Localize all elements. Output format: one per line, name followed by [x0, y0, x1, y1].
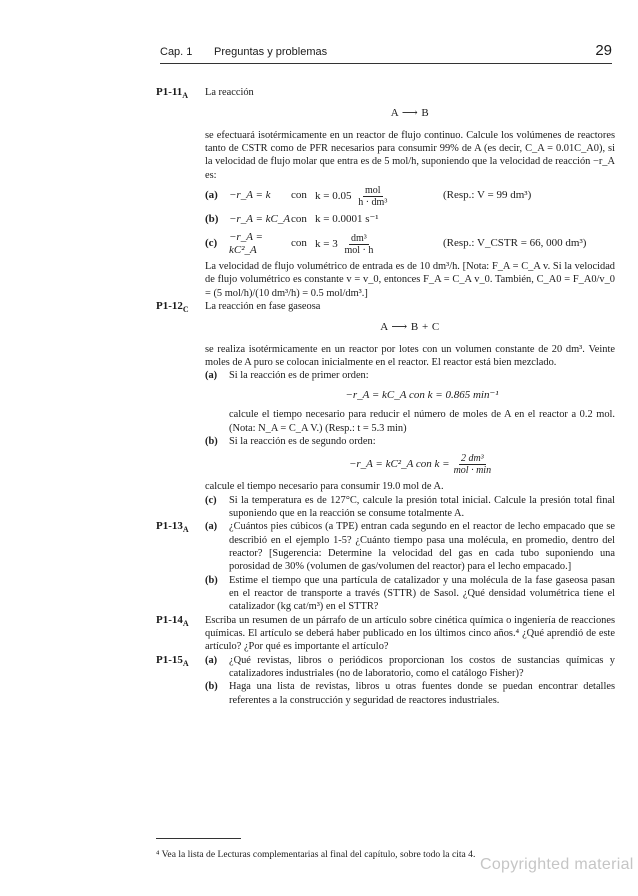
answer-note: (Resp.: V_CSTR = 66, 000 dm³)	[443, 237, 587, 250]
problem-label: $P1-12_C$	[156, 300, 189, 315]
item-label: (a)	[205, 189, 218, 202]
item-label: (b)	[205, 574, 218, 586]
part-a	[205, 520, 615, 573]
item-label: (b)	[205, 681, 218, 693]
problem-label: $P1-15_A$	[156, 653, 189, 668]
equation-a	[205, 182, 615, 210]
chapter-label: Cap. 1	[160, 46, 193, 58]
problem-p1-14	[0, 614, 638, 654]
problem-intro: La reacción	[205, 87, 254, 98]
part-text: Si la temperatura es de 127°C, calcule la presión total inicial. Calcule la presión total final suponiendo que en la reacción se consume totalmente A.	[229, 494, 615, 519]
equation-c	[205, 230, 615, 258]
rate-law: −r_A = kC²_A	[229, 230, 263, 257]
watermark: Copyrighted material	[480, 856, 634, 873]
part-text: Estime el tiempo que una partícula de catalizador y una molécula de la fase gaseosa pasan en el reactor de transporte a través (STTR) de Sasol. ¿Qué densidad volumétrica tiene el catalizador (kg cat/m³) en el STTR?	[229, 574, 615, 613]
part-b	[205, 680, 615, 707]
rate-equation: −r_A = kC_A con k = 0.865 min⁻¹	[345, 388, 499, 401]
equation-b	[205, 210, 615, 230]
part-b	[205, 435, 615, 448]
problem-intro: La reacción en fase gaseosa	[205, 301, 321, 313]
header-rule	[160, 63, 612, 64]
item-label: (a)	[205, 654, 218, 666]
problem-p1-15	[0, 654, 638, 707]
item-label: (c)	[205, 237, 218, 250]
part-c	[205, 494, 615, 521]
page-body	[0, 86, 638, 707]
rate-law: −r_A = k	[229, 189, 271, 202]
rate-constant: k = 0.0001 s⁻¹	[315, 213, 379, 226]
problem-label: $P1-14_A$	[156, 613, 189, 628]
reaction-equation: A ⟶ B	[390, 107, 430, 120]
part-text: ¿Qué revistas, libros o periódicos proporcionan los costos de sustancias químicas y catalizadores industriales (no de laboratorio, como el catálogo Fisher)?	[229, 654, 615, 679]
con-word: con	[291, 189, 307, 202]
con-word: con	[291, 213, 307, 226]
units-fraction: $\frac{\text{2 dm³}}{\text{mol · min}}$	[453, 452, 492, 476]
part-text: Haga una lista de revistas, libros u otras fuentes donde se puedan encontrar detalles referentes a la construcción y seguridad de reactores industriales.	[229, 681, 615, 706]
page-number: 29	[595, 42, 612, 59]
part-text: calcule el tiempo necesario para consumir 19.0 mol de A.	[205, 481, 444, 493]
problem-label: $P1-11_A$	[156, 86, 189, 101]
problem-p1-13	[0, 520, 638, 613]
section-title: Preguntas y problemas	[214, 46, 328, 58]
problem-label: $P1-13_A$	[156, 520, 189, 535]
answer-note: (Resp.: V = 99 dm³)	[443, 189, 532, 202]
footnote-rule	[156, 838, 241, 839]
rate-constant: k = 3 $\frac{\text{dm³}}{\text{mol · h}}$	[315, 232, 374, 256]
reaction-equation: A ⟶ B + C	[380, 321, 440, 334]
part-text: calcule el tiempo necesario para reducir el número de moles de A en el reactor a 0.2 mol. (Nota: N_A = C_A V.) (Resp.: t = 5.3 min)	[229, 409, 615, 434]
item-label: (a)	[205, 521, 218, 533]
footnote: ⁴ Vea la lista de Lecturas complementarias al final del capítulo, sobre todo la cita 4.	[156, 849, 476, 860]
part-b	[205, 574, 615, 614]
part-text: Si la reacción es de segundo orden:	[229, 435, 376, 447]
item-label: (b)	[205, 213, 219, 226]
problem-p1-12	[0, 300, 638, 520]
part-a	[205, 654, 615, 681]
problem-text: se efectuará isotérmicamente en un reactor de flujo continuo. Calcule los volúmenes de reactores tanto de CSTR como de PFR necesarios para consumir 99% de A (es decir, C_A = 0.01C_A0), si la velocidad de flujo molar que entra es de 5 mol/h, suponiendo que la velocidad de reacción −r_A es:	[205, 129, 615, 181]
item-label: (b)	[205, 435, 218, 447]
rate-constant: k = 0.05 $\frac{\text{mol}}{\text{h · dm³}}$	[315, 184, 388, 208]
part-text: Si la reacción es de primer orden:	[229, 370, 369, 382]
part-a	[205, 369, 615, 382]
part-text: ¿Cuántos pies cúbicos (a TPE) entran cada segundo en el reactor de lecho empacado que se describió en el ejemplo 1-5? ¿Cuánto tiempo pasa una molécula, en promedio, dentro del reactor? [Sugerencia: Determine la velocidad del gas en cada tubo suponiendo una porosidad de 30% (volumen de gas/volumen del reactor) para el lecho empacado.]	[229, 521, 615, 573]
units-fraction: $\frac{\text{mol}}{\text{h · dm³}}$	[358, 184, 388, 208]
rate-law: −r_A = kC_A	[229, 213, 291, 226]
item-label: (c)	[205, 494, 217, 506]
part-a-cont	[205, 408, 615, 435]
problem-note: La velocidad de flujo volumétrico de entrada es de 10 dm³/h. [Nota: F_A = C_A v. Si la velocidad de flujo volumétrico es constante v = v_0, entonces F_A = C_A v_0. También, C_A0 = F_A0/v_0 = (5 mol/h)/(10 dm³/h) = 0.5 mol/dm³.]	[205, 261, 615, 299]
problem-text: se realiza isotérmicamente en un reactor por lotes con un volumen constante de 20 dm³. Veinte moles de A puro se colocan inicialmente en el reactor. El reactor está bien mezclado.	[205, 343, 615, 369]
problem-text: Escriba un resumen de un párrafo de un artículo sobre cinética química o ingeniería de reacciones químicas. El artículo se deberá haber publicado en los últimos cinco años.⁴ ¿Qué aprendió de este artículo? ¿Por qué es importante el artículo?	[205, 614, 615, 653]
problem-p1-11	[0, 86, 638, 300]
running-header	[160, 44, 612, 62]
rate-equation: −r_A = kC²_A con k = $\frac{\text{2 dm³}}{\text{mol · min}}$	[348, 452, 492, 476]
units-fraction: $\frac{\text{dm³}}{\text{mol · h}}$	[344, 232, 374, 256]
item-label: (a)	[205, 370, 218, 382]
con-word: con	[291, 237, 307, 250]
